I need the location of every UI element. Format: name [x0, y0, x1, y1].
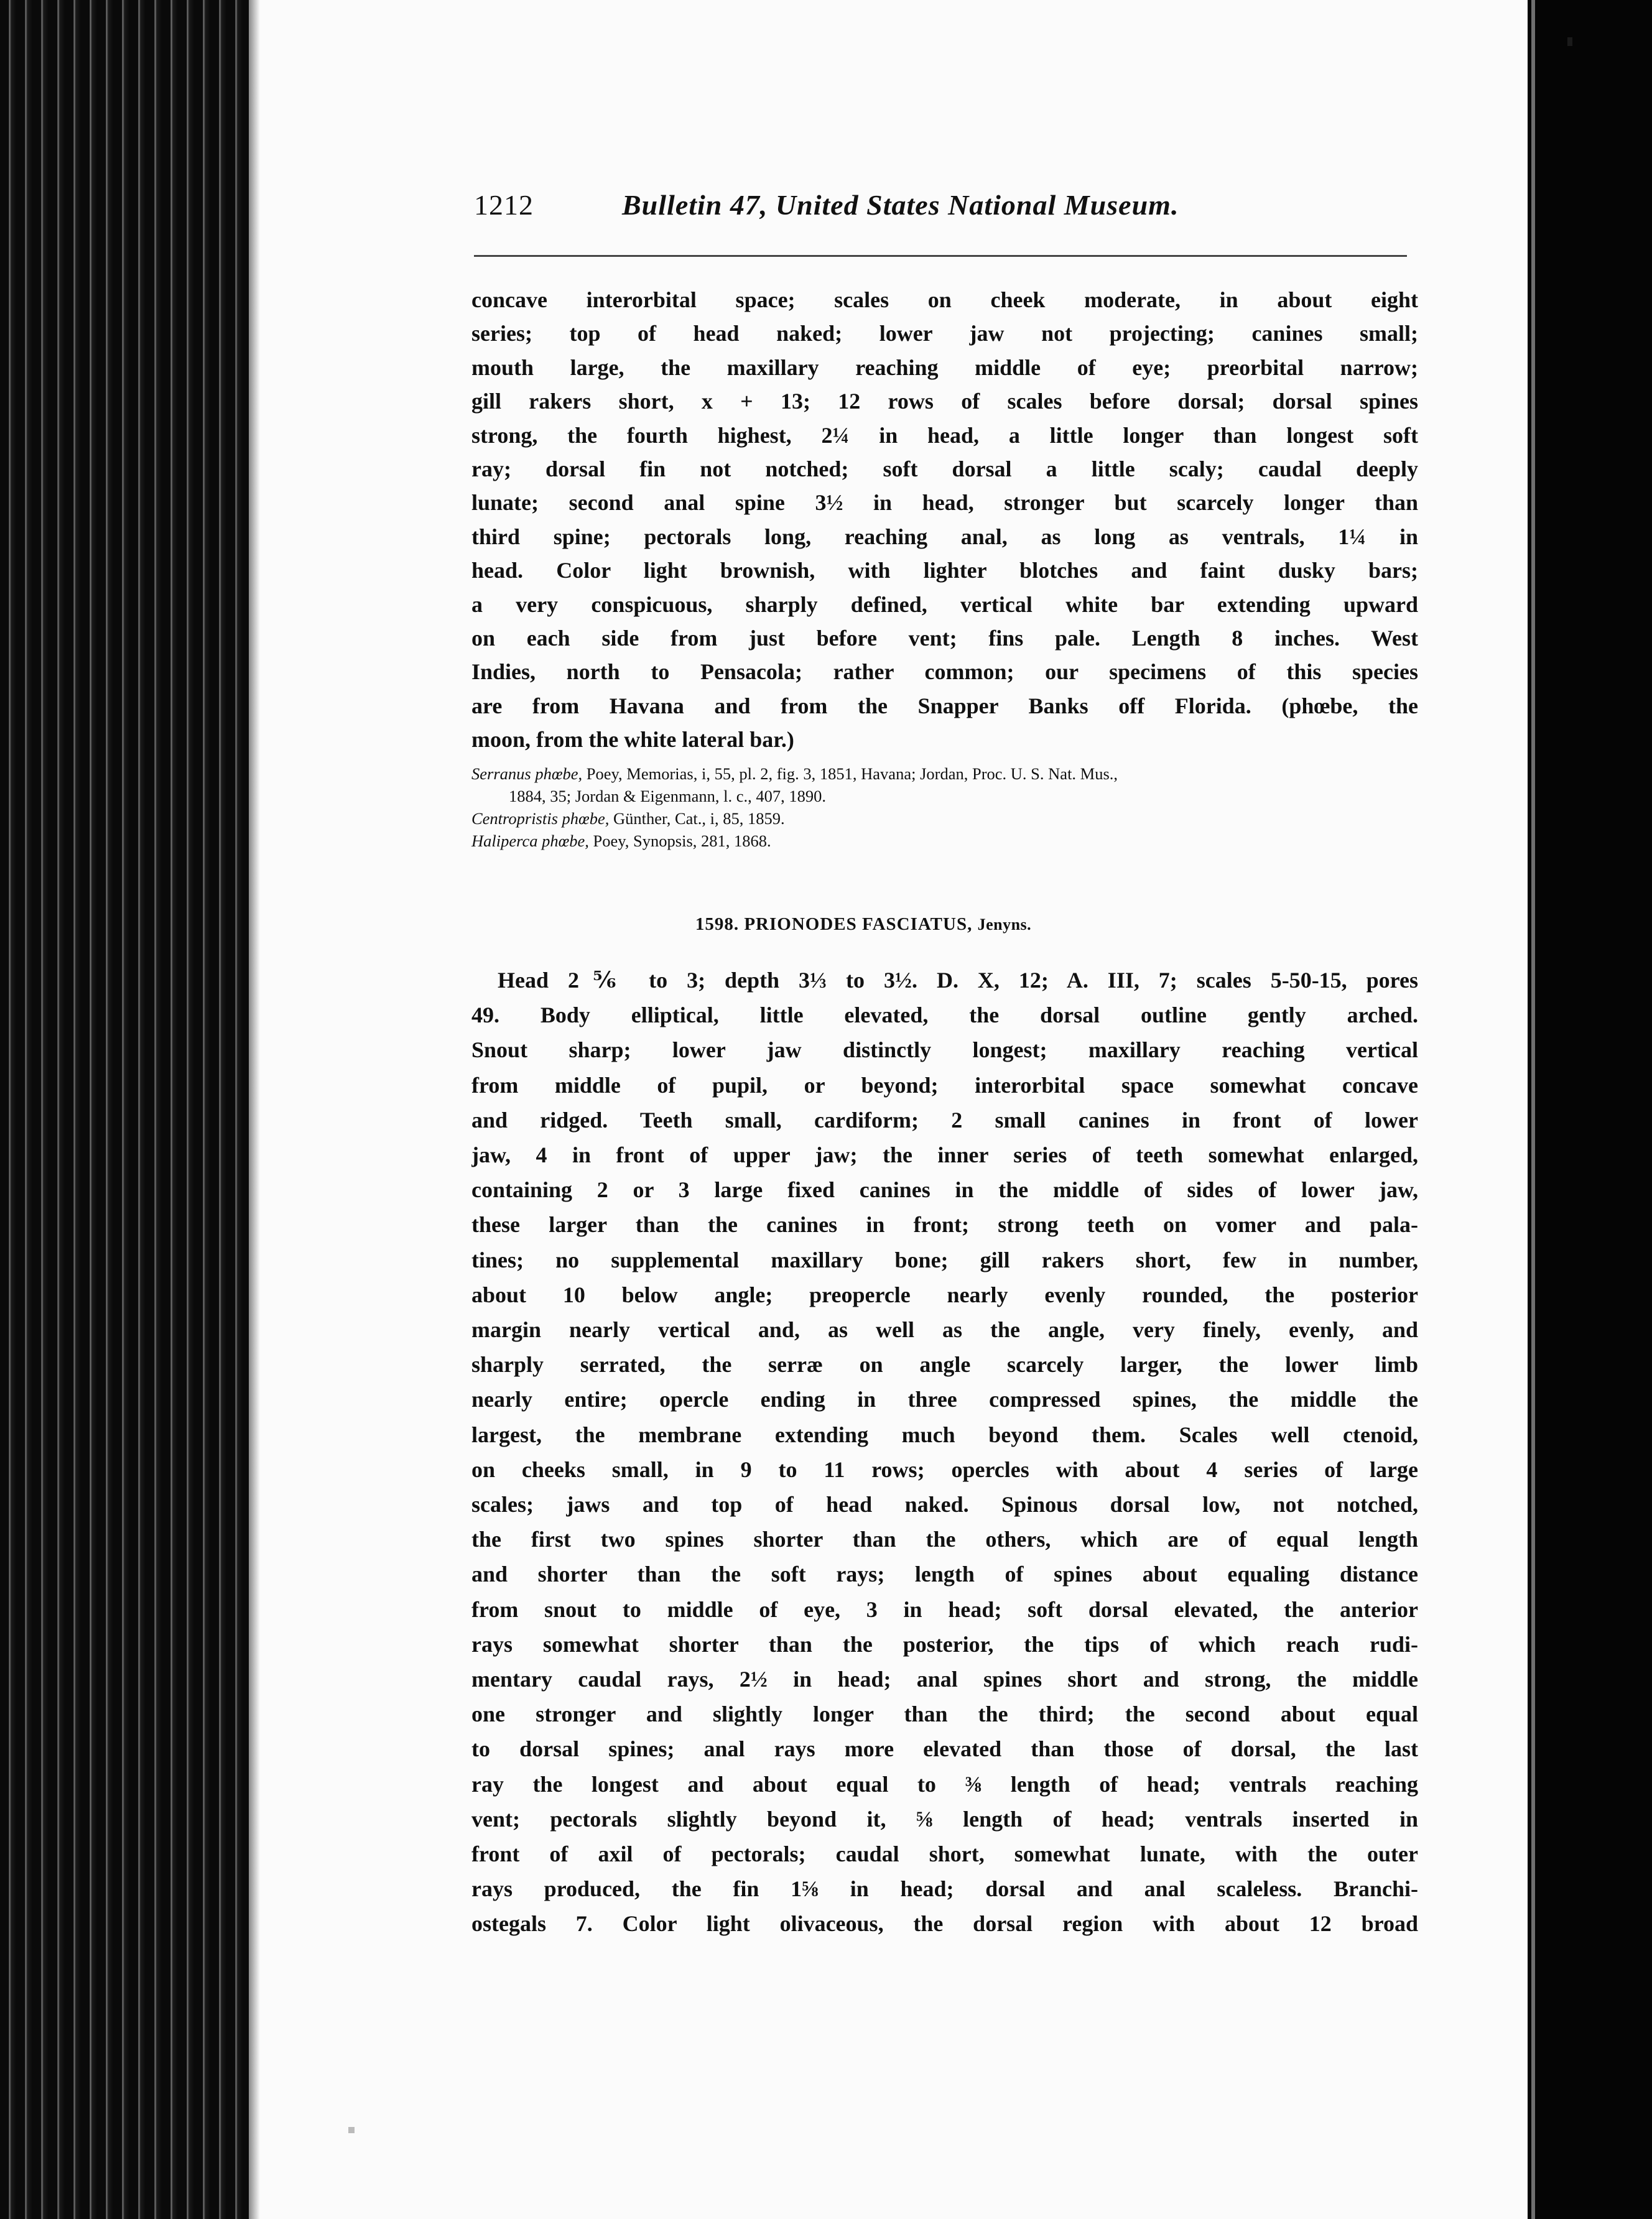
book-page-edges [0, 0, 249, 2219]
synonym-citation: Poey, Synopsis, 281, 1868. [588, 832, 771, 850]
text-line: lunate; second anal spine 3½ in head, stronger but scarcely longer than [471, 490, 1418, 516]
text-line: concave interorbital space; scales on cheek moderate, in about eight [471, 287, 1418, 312]
species-description [471, 963, 1418, 1942]
scan-background-right [1528, 0, 1652, 2219]
paragraph-continued [471, 283, 1418, 757]
text-line: from snout to middle of eye, 3 in head; soft dorsal elevated, the anterior [471, 1596, 1418, 1622]
header-rule [474, 255, 1407, 257]
synonym-citation: Günther, Cat., i, 85, 1859. [609, 809, 785, 828]
text-line: sharply serrated, the serræ on angle scarcely larger, the lower limb [471, 1352, 1418, 1378]
synonym-citation: 1884, 35; Jordan & Eigenmann, l. c., 407, 1890. [509, 787, 827, 805]
text-line: front of axil of pectorals; caudal short, somewhat lunate, with the outer [471, 1841, 1418, 1867]
text-line: ostegals 7. Color light olivaceous, the dorsal region with about 12 broad [471, 1911, 1418, 1937]
text-line: and shorter than the soft rays; length of spines about equaling distance [471, 1562, 1418, 1587]
synonym-name: Haliperca phœbe, [471, 832, 589, 850]
text-line: these larger than the canines in front; strong teeth on vomer and pala- [471, 1212, 1418, 1238]
synonym-citation: Poey, Memorias, i, 55, pl. 2, fig. 3, 1851, Havana; Jordan, Proc. U. S. Nat. Mus., [582, 764, 1118, 783]
text-line: gill rakers short, x + 13; 12 rows of scales before dorsal; dorsal spines [471, 389, 1418, 414]
text-line: are from Havana and from the Snapper Banks off Florida. (phœbe, the [471, 693, 1418, 718]
text-line: strong, the fourth highest, 2¼ in head, a little longer than longest soft [471, 422, 1418, 448]
text-line: mentary caudal rays, 2½ in head; anal spines short and strong, the middle [471, 1667, 1418, 1692]
synonymy-list [471, 762, 1418, 852]
text-line: ray the longest and about equal to ⅜ length of head; ventrals reaching [471, 1771, 1418, 1797]
text-line: containing 2 or 3 large fixed canines in the middle of sides of lower jaw, [471, 1177, 1418, 1203]
gutter-shadow [249, 0, 260, 2219]
text-line: largest, the membrane extending much beyond them. Scales well ctenoid, [471, 1422, 1418, 1447]
text-line: a very conspicuous, sharply defined, vertical white bar extending upward [471, 591, 1418, 617]
text-line: margin nearly vertical and, as well as the angle, very finely, evenly, and [471, 1317, 1418, 1343]
scan-speck [1567, 37, 1572, 46]
synonym-name: Centropristis phœbe, [471, 809, 610, 828]
text-line: scales; jaws and top of head naked. Spinous dorsal low, not notched, [471, 1492, 1418, 1517]
synonym-name: Serranus phœbe, [471, 764, 583, 783]
species-author: Jenyns. [977, 915, 1032, 933]
synonym-entry [471, 785, 1418, 807]
species-heading [0, 914, 1652, 935]
text-line: about 10 below angle; preopercle nearly evenly rounded, the posterior [471, 1282, 1418, 1307]
text-line: tines; no supplemental maxillary bone; gill rakers short, few in number, [471, 1247, 1418, 1272]
text-line: head. Color light brownish, with lighter blotches and faint dusky bars; [471, 558, 1418, 583]
page-right-edge [1531, 0, 1535, 2219]
text-line: on cheeks small, in 9 to 11 rows; opercles with about 4 series of large [471, 1457, 1418, 1482]
text-line: on each side from just before vent; fins pale. Length 8 inches. West [471, 626, 1418, 651]
species-title: 1598. PRIONODES FASCIATUS, [695, 914, 973, 934]
text-line: Indies, north to Pensacola; rather common; our specimens of this species [471, 659, 1418, 685]
page-number: 1212 [474, 189, 534, 221]
text-line: jaw, 4 in front of upper jaw; the inner series of teeth somewhat enlarged, [471, 1142, 1418, 1168]
text-line: rays somewhat shorter than the posterior, the tips of which reach rudi- [471, 1631, 1418, 1657]
text-line: the first two spines shorter than the others, which are of equal length [471, 1527, 1418, 1552]
text-line: third spine; pectorals long, reaching anal, as long as ventrals, 1¼ in [471, 524, 1418, 549]
text-line: series; top of head naked; lower jaw not projecting; canines small; [471, 321, 1418, 346]
synonym-entry [471, 807, 1418, 830]
text-line: nearly entire; opercle ending in three compressed spines, the middle the [471, 1387, 1418, 1412]
text-line: one stronger and slightly longer than the third; the second about equal [471, 1702, 1418, 1727]
text-line: 49. Body elliptical, little elevated, the dorsal outline gently arched. [471, 1003, 1418, 1028]
scan-speck [348, 2127, 355, 2133]
text-line: Head 2⅚ to 3; depth 3⅓ to 3½. D. X, 12; A. III, 7; scales 5-50-15, pores [498, 968, 1418, 993]
synonym-entry [471, 762, 1418, 785]
synonym-entry [471, 830, 1418, 852]
running-header [474, 188, 1407, 238]
text-line: and ridged. Teeth small, cardiform; 2 small canines in front of lower [471, 1107, 1418, 1133]
text-line: vent; pectorals slightly beyond it, ⅝ length of head; ventrals inserted in [471, 1806, 1418, 1832]
text-line: rays produced, the fin 1⅝ in head; dorsal and anal scaleless. Branchi- [471, 1876, 1418, 1902]
text-line: ray; dorsal fin not notched; soft dorsal a little scaly; caudal deeply [471, 456, 1418, 482]
text-line: Snout sharp; lower jaw distinctly longest; maxillary reaching vertical [471, 1037, 1418, 1063]
running-title: Bulletin 47, United States National Museum. [622, 189, 1179, 221]
text-line: moon, from the white lateral bar.) [471, 727, 794, 753]
text-line: to dorsal spines; anal rays more elevated than those of dorsal, the last [471, 1736, 1418, 1762]
text-line: from middle of pupil, or beyond; interorbital space somewhat concave [471, 1072, 1418, 1098]
text-line: mouth large, the maxillary reaching middle of eye; preorbital narrow; [471, 354, 1418, 380]
